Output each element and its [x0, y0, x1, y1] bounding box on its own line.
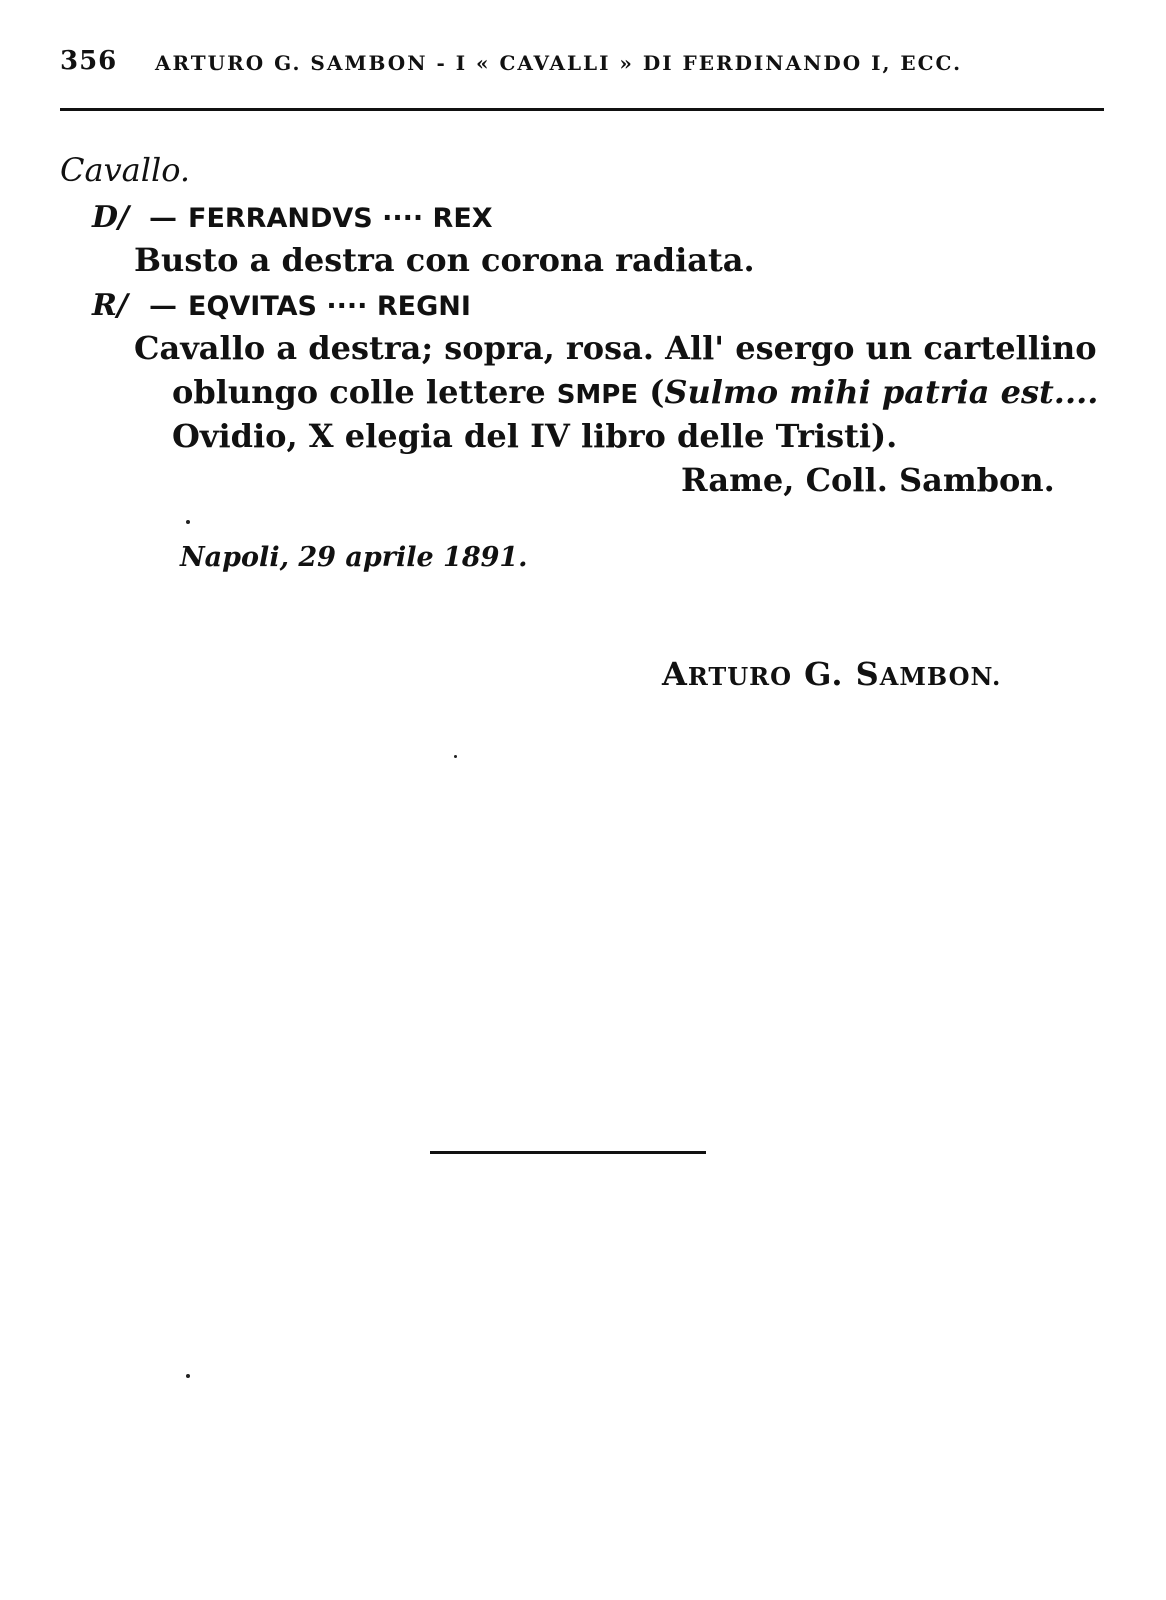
- reverse-symbol: R/: [92, 288, 128, 323]
- page-number: 356: [60, 46, 118, 76]
- obverse-line: [92, 196, 493, 239]
- reverse-description-line3: Ovidio, X elegia del IV libro delle Tristi).: [172, 417, 898, 455]
- sig-last-rest: AMBON.: [879, 662, 1002, 691]
- sig-first-rest: RTURO: [687, 662, 792, 691]
- ovid-quote: Sulmo mihi patria est....: [664, 373, 1099, 411]
- running-header: [60, 46, 1100, 86]
- reverse-line: [92, 284, 471, 327]
- paren-open: (: [649, 373, 665, 411]
- print-speck: [186, 1374, 190, 1378]
- obverse-description: Busto a destra con corona radiata.: [134, 241, 755, 279]
- place-date: Napoli, 29 aprile 1891.: [180, 542, 528, 573]
- smpe-letters: SMPE: [556, 380, 639, 410]
- header-rule: [60, 108, 1104, 111]
- running-title: ARTURO G. SAMBON - I « CAVALLI » DI FERDINANDO I, ECC.: [155, 51, 963, 75]
- reverse-description-line1: Cavallo a destra; sopra, rosa. All' esergo un cartellino: [134, 329, 1097, 367]
- author-signature: [662, 654, 1001, 697]
- print-speck: [186, 520, 190, 524]
- obverse-symbol: D/: [92, 200, 129, 235]
- obverse-legend: FERRANDVS ···· REX: [188, 203, 493, 234]
- reverse-legend: EQVITAS ···· REGNI: [188, 291, 471, 322]
- obverse-dash: —: [149, 201, 177, 234]
- sig-middle: G.: [804, 655, 844, 693]
- provenance: Rame, Coll. Sambon.: [681, 461, 1055, 499]
- reverse-dash: —: [149, 289, 177, 322]
- sig-first-initial: A: [662, 655, 688, 693]
- print-speck: [454, 755, 457, 758]
- sig-last-initial: S: [855, 655, 880, 693]
- reverse-description-line2: [172, 372, 1098, 415]
- end-rule: [430, 1151, 706, 1154]
- reverse-description-line2-text: oblungo colle lettere: [172, 373, 546, 411]
- entry-title: Cavallo.: [60, 151, 191, 189]
